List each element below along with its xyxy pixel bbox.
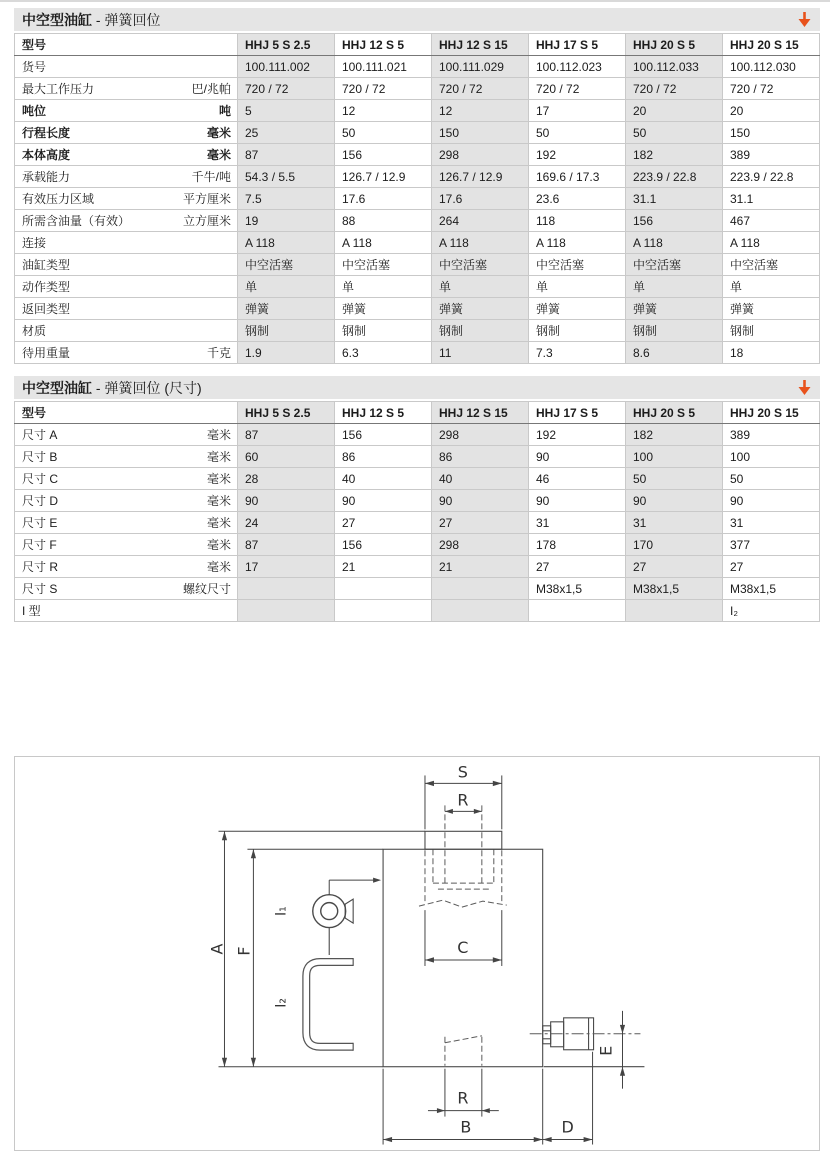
value-cell: 40 [335,468,432,490]
table-row [15,446,820,468]
row-label: 尺寸 A [22,428,58,442]
value-cell: 156 [335,424,432,446]
value-cell: 31.1 [626,188,723,210]
value-cell: 17.6 [432,188,529,210]
row-label: 有效压力区域 [22,192,95,206]
section-title [22,10,160,30]
value-cell: 86 [432,446,529,468]
row-label: 所需含油量（有效） [22,214,131,228]
value-cell: 弹簧 [626,298,723,320]
row-label-cell [15,534,238,556]
value-cell: 17 [238,556,335,578]
table-row [15,254,820,276]
section-title-bar [14,376,820,399]
value-cell: 31.1 [723,188,820,210]
value-cell: 中空活塞 [626,254,723,276]
section-title-main: 中空型油缸 [22,379,92,396]
value-cell: 弹簧 [335,298,432,320]
value-cell: 单 [432,276,529,298]
section-title-sub: - 弹簧回位 (尺寸) [92,379,202,396]
section-title-sub: - 弹簧回位 [92,11,161,28]
model-column-header: HHJ 12 S 5 [335,402,432,424]
value-cell [529,600,626,622]
model-column-header: HHJ 12 S 15 [432,34,529,56]
dim-label-s: S [457,762,468,782]
row-label-cell [15,446,238,468]
row-label: 最大工作压力 [22,82,95,96]
value-cell: 86 [335,446,432,468]
model-column-header: HHJ 12 S 5 [335,34,432,56]
dimensions-table [14,401,820,622]
value-cell: 中空活塞 [529,254,626,276]
row-unit: 毫米 [206,428,231,442]
row-unit: 吨 [218,104,231,118]
value-cell: 90 [432,490,529,512]
value-cell: 182 [626,144,723,166]
row-unit: 千牛/吨 [191,170,231,184]
value-cell: 90 [626,490,723,512]
model-column-header: HHJ 20 S 5 [626,34,723,56]
table-row [15,232,820,254]
value-cell: 弹簧 [238,298,335,320]
table-row [15,122,820,144]
value-cell: 720 / 72 [529,78,626,100]
row-unit: 毫米 [206,472,231,486]
value-cell: 17.6 [335,188,432,210]
value-cell: 8.6 [626,342,723,364]
table-row [15,100,820,122]
value-cell: 弹簧 [529,298,626,320]
value-cell: 467 [723,210,820,232]
value-cell: 50 [626,122,723,144]
value-cell: 19 [238,210,335,232]
label-i2: I₂ [273,998,290,1008]
table-header-row [15,402,820,424]
dim-label-b: B [460,1117,472,1137]
row-unit: 螺纹尺寸 [182,582,231,596]
cylinder-body [383,849,644,1066]
value-cell: 50 [723,468,820,490]
row-label-cell [15,210,238,232]
row-label: 尺寸 C [22,472,59,486]
value-cell: 118 [529,210,626,232]
value-cell: 28 [238,468,335,490]
value-cell: 100 [626,446,723,468]
row-label-cell [15,424,238,446]
table-row [15,320,820,342]
value-cell: 377 [723,534,820,556]
value-cell: 298 [432,534,529,556]
dim-c [425,910,502,966]
table-row [15,210,820,232]
table-row [15,298,820,320]
value-cell: 21 [432,556,529,578]
row-label-cell [15,166,238,188]
row-label-cell [15,342,238,364]
label-i1: I₁ [273,906,290,916]
row-label: 尺寸 R [22,560,59,574]
page-content [14,8,820,1151]
row-label-cell [15,578,238,600]
value-cell: 单 [723,276,820,298]
value-cell: 88 [335,210,432,232]
value-cell: 7.5 [238,188,335,210]
value-cell: 27 [529,556,626,578]
dim-b [383,1118,543,1143]
value-cell: A 118 [335,232,432,254]
row-label: 尺寸 E [22,516,58,530]
row-unit: 立方厘米 [182,214,231,228]
value-cell: 31 [723,512,820,534]
table-row [15,424,820,446]
value-cell: 156 [335,144,432,166]
value-cell: 298 [432,144,529,166]
table-row [15,144,820,166]
value-cell: 20 [723,100,820,122]
value-cell: 31 [626,512,723,534]
section-specifications [14,8,820,364]
coupler-fitting [530,1018,641,1050]
cylinder-drawing [15,757,819,1150]
row-label-cell [15,512,238,534]
value-cell: 100.111.029 [432,56,529,78]
row-unit: 毫米 [206,494,231,508]
value-cell: 126.7 / 12.9 [335,166,432,188]
row-label-cell [15,144,238,166]
value-cell: 钢制 [529,320,626,342]
models-row-header: 型号 [15,34,238,56]
model-column-header: HHJ 5 S 2.5 [238,402,335,424]
row-unit: 毫米 [206,560,231,574]
leader-arrow [329,878,381,896]
value-cell: I₂ [723,600,820,622]
value-cell: 40 [432,468,529,490]
row-label: 吨位 [22,104,47,118]
models-row-header: 型号 [15,402,238,424]
row-label: 尺寸 D [22,494,59,508]
value-cell: 178 [529,534,626,556]
row-label: 本体高度 [22,148,71,162]
value-cell: 12 [432,100,529,122]
table-header-row [15,34,820,56]
value-cell: 12 [335,100,432,122]
dimension-diagram [14,756,820,1151]
row-label-cell [15,276,238,298]
value-cell [238,578,335,600]
table-row [15,56,820,78]
row-label-cell [15,468,238,490]
value-cell: 24 [238,512,335,534]
page-top-rule [0,0,830,2]
table-row [15,578,820,600]
row-unit: 毫米 [206,516,231,530]
dim-label-f: F [234,946,254,956]
row-label-cell [15,320,238,342]
row-label-cell [15,556,238,578]
value-cell: 钢制 [432,320,529,342]
value-cell: 中空活塞 [238,254,335,276]
row-label: 尺寸 F [22,538,57,552]
value-cell: 25 [238,122,335,144]
value-cell: 31 [529,512,626,534]
row-label: 材质 [22,324,47,338]
value-cell: 单 [529,276,626,298]
row-label: 返回类型 [22,302,71,316]
value-cell: 27 [335,512,432,534]
value-cell: 87 [238,424,335,446]
row-unit: 千克 [206,346,231,360]
value-cell: 150 [723,122,820,144]
value-cell: 中空活塞 [432,254,529,276]
value-cell: 20 [626,100,723,122]
row-unit: 毫米 [206,450,231,464]
table-row [15,556,820,578]
value-cell: 192 [529,144,626,166]
value-cell: A 118 [238,232,335,254]
table-row [15,468,820,490]
value-cell: 1.9 [238,342,335,364]
value-cell: 156 [626,210,723,232]
value-cell: 156 [335,534,432,556]
dim-label-d: D [561,1117,574,1137]
value-cell [238,600,335,622]
value-cell: 18 [723,342,820,364]
section-title [22,378,202,398]
value-cell: 17 [529,100,626,122]
value-cell: 389 [723,424,820,446]
row-label-cell [15,100,238,122]
table-row [15,534,820,556]
value-cell: 6.3 [335,342,432,364]
value-cell: 100.112.033 [626,56,723,78]
row-unit: 毫米 [206,148,231,162]
row-label-cell [15,56,238,78]
row-label-cell [15,600,238,622]
value-cell: 23.6 [529,188,626,210]
value-cell [335,600,432,622]
value-cell: 720 / 72 [335,78,432,100]
dim-e [597,1011,626,1089]
value-cell: 单 [238,276,335,298]
value-cell: A 118 [723,232,820,254]
model-column-header: HHJ 20 S 15 [723,34,820,56]
value-cell: 60 [238,446,335,468]
value-cell: 298 [432,424,529,446]
model-column-header: HHJ 17 S 5 [529,34,626,56]
section-title-main: 中空型油缸 [22,11,92,28]
row-label-cell [15,490,238,512]
model-column-header: HHJ 17 S 5 [529,402,626,424]
model-column-header: HHJ 12 S 15 [432,402,529,424]
value-cell: 90 [238,490,335,512]
bore-hidden-lines [419,805,507,1065]
value-cell: 单 [626,276,723,298]
value-cell: 27 [723,556,820,578]
value-cell: A 118 [432,232,529,254]
row-label-cell [15,122,238,144]
value-cell: M38x1,5 [626,578,723,600]
dim-label-r-bottom: R [457,1088,469,1108]
row-label: 油缸类型 [22,258,71,272]
lifting-eye [313,895,353,955]
table-row [15,342,820,364]
value-cell: 150 [432,122,529,144]
down-arrow-icon [797,11,812,28]
row-label: 尺寸 B [22,450,58,464]
value-cell: 50 [335,122,432,144]
table-row [15,276,820,298]
value-cell: 720 / 72 [238,78,335,100]
value-cell: 100.112.023 [529,56,626,78]
value-cell: A 118 [626,232,723,254]
value-cell: 11 [432,342,529,364]
row-label: 货号 [22,60,47,74]
value-cell: 钢制 [335,320,432,342]
table-row [15,78,820,100]
dim-label-c: C [457,938,469,958]
value-cell: 100.111.002 [238,56,335,78]
value-cell: 90 [723,490,820,512]
table-row [15,512,820,534]
value-cell: 126.7 / 12.9 [432,166,529,188]
value-cell: 中空活塞 [335,254,432,276]
value-cell: 弹簧 [723,298,820,320]
value-cell [432,578,529,600]
dim-label-e: E [596,1045,616,1056]
value-cell: A 118 [529,232,626,254]
row-label: 承载能力 [22,170,71,184]
value-cell: 钢制 [626,320,723,342]
value-cell: 50 [529,122,626,144]
spec-table [14,33,820,364]
value-cell: 87 [238,144,335,166]
table-row [15,600,820,622]
row-unit: 毫米 [206,126,231,140]
dim-label-r-top: R [457,790,469,810]
dim-d [543,1118,593,1143]
value-cell: 中空活塞 [723,254,820,276]
model-column-header: HHJ 5 S 2.5 [238,34,335,56]
value-cell [432,600,529,622]
value-cell: 5 [238,100,335,122]
value-cell: 223.9 / 22.8 [626,166,723,188]
table-row [15,166,820,188]
value-cell: 46 [529,468,626,490]
table-row [15,490,820,512]
carry-handle [306,958,353,1051]
value-cell: 87 [238,534,335,556]
value-cell: 54.3 / 5.5 [238,166,335,188]
row-label-cell [15,254,238,276]
value-cell: M38x1,5 [723,578,820,600]
value-cell: 50 [626,468,723,490]
row-label-cell [15,232,238,254]
model-column-header: HHJ 20 S 15 [723,402,820,424]
value-cell: 90 [529,490,626,512]
row-label: 连接 [22,236,47,250]
row-label: I 型 [22,604,41,618]
value-cell: 100.111.021 [335,56,432,78]
value-cell: 720 / 72 [626,78,723,100]
value-cell: 223.9 / 22.8 [723,166,820,188]
row-label-cell [15,188,238,210]
row-label: 尺寸 S [22,582,58,596]
value-cell: 100.112.030 [723,56,820,78]
value-cell: 90 [529,446,626,468]
value-cell: 27 [432,512,529,534]
value-cell: 单 [335,276,432,298]
value-cell: 27 [626,556,723,578]
value-cell: 720 / 72 [432,78,529,100]
value-cell: 钢制 [238,320,335,342]
model-column-header: HHJ 20 S 5 [626,402,723,424]
row-unit: 巴/兆帕 [191,82,231,96]
dim-r-top [445,790,482,813]
value-cell: 钢制 [723,320,820,342]
value-cell: M38x1,5 [529,578,626,600]
value-cell [335,578,432,600]
value-cell: 264 [432,210,529,232]
row-unit: 毫米 [206,538,231,552]
value-cell: 21 [335,556,432,578]
section-title-bar [14,8,820,31]
value-cell: 90 [335,490,432,512]
row-label: 动作类型 [22,280,71,294]
value-cell: 389 [723,144,820,166]
row-label-cell [15,298,238,320]
value-cell: 7.3 [529,342,626,364]
dim-r-bottom [428,1089,499,1113]
down-arrow-icon [797,379,812,396]
value-cell: 170 [626,534,723,556]
plunger-collar [425,831,502,849]
value-cell [626,600,723,622]
value-cell: 182 [626,424,723,446]
value-cell: 弹簧 [432,298,529,320]
row-label-cell [15,78,238,100]
table-row [15,188,820,210]
row-label: 行程长度 [22,126,71,140]
dim-label-a: A [207,943,227,955]
row-label: 待用重量 [22,346,71,360]
value-cell: 720 / 72 [723,78,820,100]
value-cell: 169.6 / 17.3 [529,166,626,188]
section-dimensions [14,376,820,622]
row-unit: 平方厘米 [182,192,231,206]
value-cell: 100 [723,446,820,468]
value-cell: 192 [529,424,626,446]
